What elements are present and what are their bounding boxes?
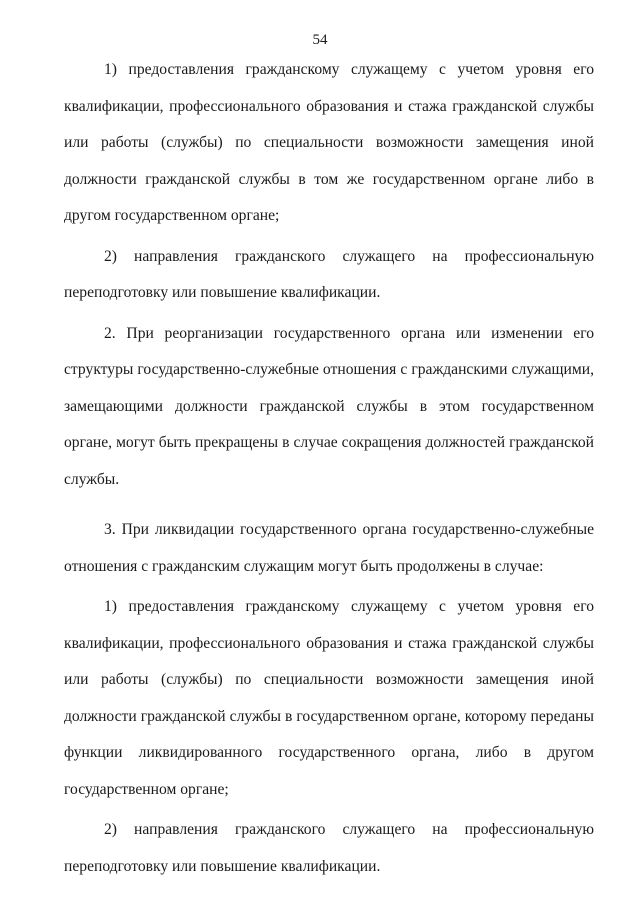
paragraph-item-2-liquidation: 2) направления гражданского служащего на профессиональную переподготовку или повышение квалификации.	[64, 821, 594, 875]
paragraph-section-3: 3. При ликвидации государственного органа государственно-служебные отношения с гражданским служащим могут быть продолжены в случае:	[64, 521, 594, 575]
document-body	[64, 52, 594, 885]
paragraph-item-1-liquidation: 1) предоставления гражданскому служащему с учетом уровня его квалификации, профессионального образования и стажа гражданской службы или работы (службы) по специальности возможности замещения иной должности гражданской службы в государственном органе, которому переданы функции ликвидированного государственного органа, либо в другом государственном органе;	[64, 598, 594, 798]
paragraph-section-2: 2. При реорганизации государственного органа или изменении его структуры государственно-служебные отношения с гражданскими служащими, замещающими должности гражданской службы в этом государственном органе, могут быть прекращены в случае сокращения должностей гражданской службы.	[64, 324, 594, 488]
page-number: 54	[312, 32, 328, 48]
paragraph-item-1: 1) предоставления гражданскому служащему с учетом уровня его квалификации, профессионального образования и стажа гражданской службы или работы (службы) по специальности возможности замещения иной должности гражданской службы в том же государственном органе либо в другом государственном органе;	[64, 61, 594, 224]
paragraph-item-2: 2) направления гражданского служащего на профессиональную переподготовку или повышение квалификации.	[64, 247, 594, 301]
